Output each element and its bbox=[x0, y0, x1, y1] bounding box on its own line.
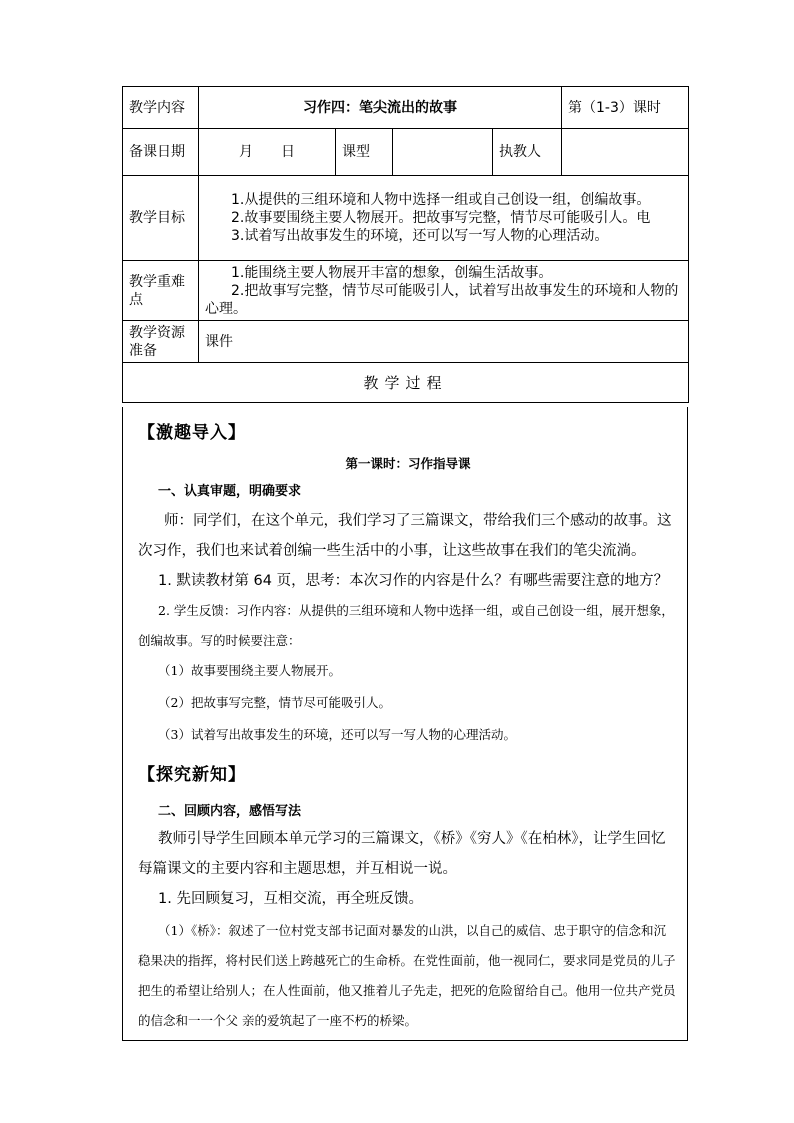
label-teaching-goals: 教学目标 bbox=[123, 176, 199, 261]
step1-intro: 师：同学们，在这个单元，我们学习了三篇课文，带给我们三个感动的故事。这次习作，我们也来试着创编一些生活中的小事，让这些故事在我们的笔尖流淌。 bbox=[138, 513, 672, 559]
lesson1-title: 第一课时：习作指导课 bbox=[345, 456, 471, 471]
step2-sub: 1. 先回顾复习，互相交流，再全班反馈。 bbox=[158, 891, 423, 907]
label-prep-date: 备课日期 bbox=[123, 129, 199, 176]
label-teacher: 执教人 bbox=[493, 129, 562, 176]
label-teaching-content: 教学内容 bbox=[123, 87, 199, 129]
teacher-value bbox=[562, 129, 689, 176]
lesson-plan-header-table bbox=[122, 86, 689, 403]
section-explore-title: 【探究新知】 bbox=[138, 765, 246, 785]
key-points bbox=[199, 261, 689, 321]
section-warmup-title: 【激趣导入】 bbox=[138, 423, 246, 443]
prep-date-value: 月 日 bbox=[199, 129, 336, 176]
step1-question: 1. 默读教材第 64 页，思考：本次习作的内容是什么？有哪些需要注意的地方？ bbox=[158, 573, 669, 589]
lesson-period: 第（1-3）课时 bbox=[562, 87, 689, 129]
goal-item: 2.故事要围绕主要人物展开。把故事写完整，情节尽可能吸引人。电 bbox=[231, 210, 651, 226]
teaching-goals bbox=[199, 176, 689, 261]
step2-heading: 二、回顾内容，感悟写法 bbox=[158, 804, 302, 819]
step1-point: （1）故事要围绕主要人物展开。 bbox=[158, 663, 341, 678]
step2-bridge-summary: （1）《桥》：叙述了一位村党支部书记面对暴发的山洪，以自己的威信、忠于职守的信念和沉稳果决的指挥，将村民们送上跨越死亡的生命桥。在党性面前，他一视同仁，要求同是党员的儿子把生的希望让给别人；在人性面前，他又推着儿子先走，把死的危险留给自己。他用一位共产党员的信念和一一个父 亲的爱筑起了一座不朽的桥梁。 bbox=[138, 923, 676, 1028]
step1-feedback: 2. 学生反馈：习作内容：从提供的三组环境和人物中选择一组，或自己创设一组，展开想象，创编故事。写的时候要注意： bbox=[138, 603, 674, 648]
key-point-item: 1.能围绕主要人物展开丰富的想象，创编生活故事。 bbox=[231, 264, 553, 281]
step2-intro: 教师引导学生回顾本单元学习的三篇课文，《桥》《穷人》《在柏林》，让学生回忆每篇课文的主要内容和主题思想，并互相说一说。 bbox=[138, 831, 666, 877]
lesson-type-value bbox=[393, 129, 493, 176]
goal-item: 1.从提供的三组环境和人物中选择一组或自己创设一组，创编故事。 bbox=[231, 192, 651, 208]
step1-point: （2）把故事写完整，情节尽可能吸引人。 bbox=[158, 695, 391, 710]
resources-value: 课件 bbox=[199, 321, 689, 363]
step1-point: （3）试着写出故事发生的环境，还可以写一写人物的心理活动。 bbox=[158, 727, 516, 742]
step1-heading: 一、认真审题，明确要求 bbox=[158, 484, 302, 499]
teaching-process-label: 教学过程 bbox=[123, 363, 689, 403]
lesson-title: 习作四：笔尖流出的故事 bbox=[199, 87, 562, 129]
label-lesson-type: 课型 bbox=[336, 129, 393, 176]
key-point-item: 2.把故事写完整，情节尽可能吸引人，试着写出故事发生的环境和人物的心理。 bbox=[205, 282, 679, 317]
goal-item: 3.试着写出故事发生的环境，还可以写一写人物的心理活动。 bbox=[231, 228, 609, 244]
label-resources: 教学资源准备 bbox=[123, 321, 199, 363]
label-key-points: 教学重难点 bbox=[123, 261, 199, 321]
